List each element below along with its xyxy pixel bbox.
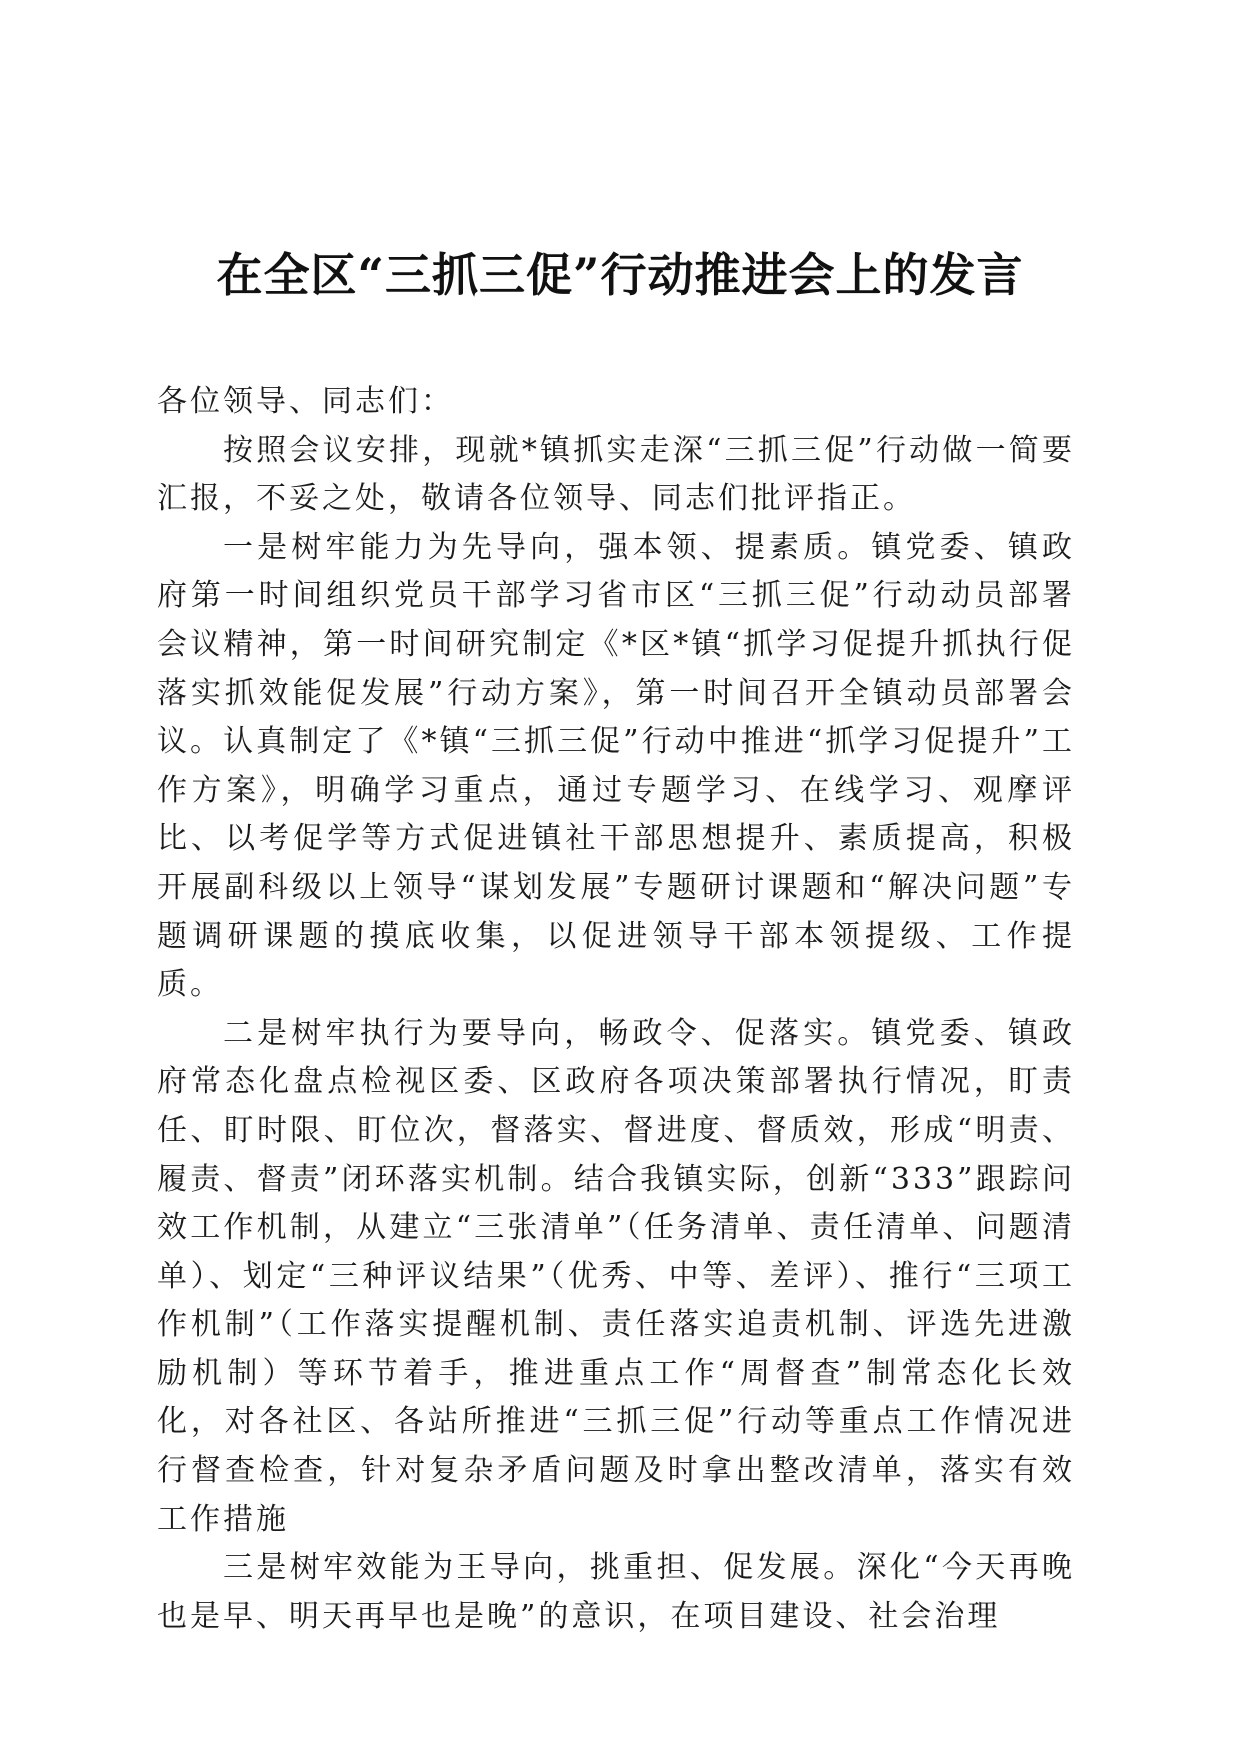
- salutation: 各位领导、同志们：: [157, 384, 454, 419]
- paragraph-point-one: 一是树牢能力为先导向，强本领、提素质。镇党委、镇政府第一时间组织党员干部学习省市区“三抓三促”行动动员部署会议精神，第一时间研究制定《*区*镇“抓学习促提升抓执行促落实抓效能促发展”行动方案》，第一时间召开全镇动员部署会议。认真制定了《*镇“三抓三促”行动中推进“抓学习促提升”工作方案》，明确学习重点，通过专题学习、在线学习、观摩评比、以考促学等方式促进镇社干部思想提升、素质提高，积极开展副科级以上领导“谋划发展”专题研讨课题和“解决问题”专题调研课题的摸底收集，以促进领导干部本领提级、工作提质。: [157, 529, 1075, 1003]
- paragraph-intro: 按照会议安排，现就*镇抓实走深“三抓三促”行动做一简要汇报，不妥之处，敬请各位领导、同志们批评指正。: [157, 432, 1075, 517]
- paragraph-point-three: 三是树牢效能为王导向，挑重担、促发展。深化“今天再晚也是早、明天再早也是晚”的意识，在项目建设、社会治理: [157, 1550, 1075, 1634]
- document-body: [157, 378, 1075, 1641]
- paragraph-point-two: 二是树牢执行为要导向，畅政令、促落实。镇党委、镇政府常态化盘点检视区委、区政府各项决策部署执行情况，盯责任、盯时限、盯位次，督落实、督进度、督质效，形成“明责、履责、督责”闭环落实机制。结合我镇实际，创新“333”跟踪问效工作机制，从建立“三张清单”（任务清单、责任清单、问题清单）、划定“三种评议结果”（优秀、中等、差评）、推行“三项工作机制”（工作落实提醒机制、责任落实追责机制、评选先进激励机制）等环节着手，推进重点工作“周督查”制常态化长效化，对各社区、各站所推进“三抓三促”行动等重点工作情况进行督查检查，针对复杂矛盾问题及时拿出整改清单，落实有效工作措施: [157, 1015, 1075, 1537]
- document-title: 在全区“三抓三促”行动推进会上的发言: [216, 248, 1024, 302]
